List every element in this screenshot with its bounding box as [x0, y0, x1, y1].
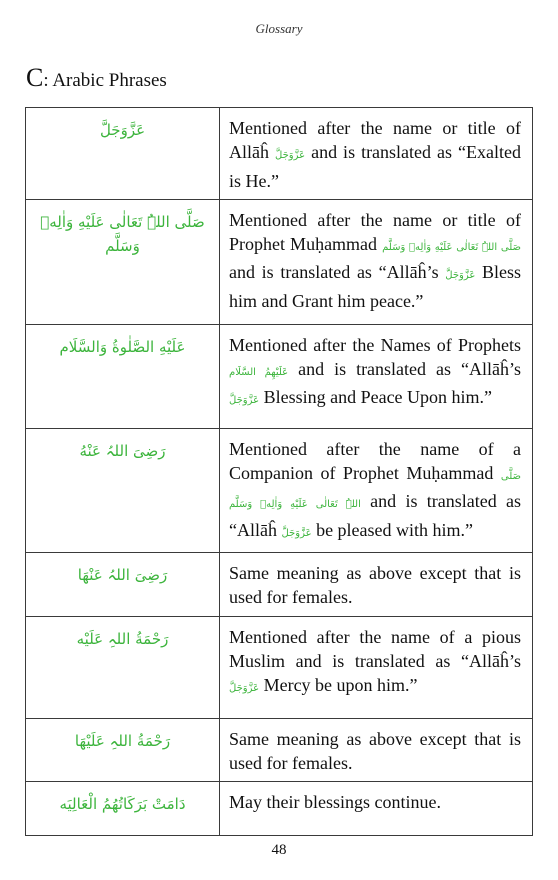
arabic-phrase: رَحْمَةُ اللہِ عَلَیْهَا — [26, 718, 220, 782]
meaning-text: Same meaning as above except that is used for females. — [229, 563, 521, 608]
inline-arabic-honorific: صَلَّی اللہُ تَعَالٰی عَلَیْهِ وَاٰلِهٖ وَسَلَّم — [229, 471, 521, 511]
meaning-text: and is translated as “Allāĥ’s — [288, 359, 521, 380]
arabic-phrase: عَلَیْهِ الصَّلٰوةُ وَالسَّلَام — [26, 324, 220, 428]
meaning-text: and is translated as “Allāĥ — [229, 491, 521, 540]
arabic-phrase: عَزَّوَجَلَّ — [26, 108, 220, 200]
arabic-phrase: رَضِیَ اللہُ عَنْهَا — [26, 553, 220, 617]
phrase-meaning — [220, 553, 533, 617]
phrase-meaning — [220, 108, 533, 200]
glossary-row — [26, 718, 533, 782]
inline-arabic-honorific: عَزَّوَجَلَّ — [445, 270, 476, 282]
phrase-meaning — [220, 428, 533, 552]
inline-arabic-honorific: عَزَّوَجَلَّ — [275, 150, 306, 162]
phrase-meaning — [220, 616, 533, 718]
inline-arabic-honorific: عَزَّوَجَلَّ — [229, 683, 260, 695]
meaning-text: Mentioned after the name of a pious Muslim and is translated as “Allāĥ’s — [229, 626, 521, 671]
meaning-text: and is translated as “Exalted is He.” — [229, 142, 521, 191]
page-number: 48 — [271, 842, 287, 858]
meaning-text: Mentioned after the Names of Prophets — [229, 334, 521, 355]
section-title — [26, 63, 167, 93]
inline-arabic-honorific: عَزَّوَجَلَّ — [229, 395, 260, 407]
meaning-text: Mercy be upon him.” — [259, 675, 418, 696]
arabic-phrase: رَضِیَ اللہُ عَنْهُ — [26, 428, 220, 552]
glossary-row — [26, 324, 533, 428]
meaning-text: Mentioned after the name or title of Allāĥ — [229, 118, 521, 163]
meaning-text: May their blessings continue. — [229, 792, 441, 813]
meaning-text: be pleased with him.” — [311, 519, 474, 540]
glossary-row — [26, 553, 533, 617]
meaning-text: Mentioned after the name or title of Prophet Muḥammad — [229, 209, 521, 255]
inline-arabic-honorific: عَلَیْهِمُ السَّلَام — [229, 367, 289, 379]
section-title-text: : Arabic Phrases — [43, 70, 167, 91]
phrase-meaning — [220, 782, 533, 836]
glossary-table — [25, 107, 533, 836]
meaning-text: Bless him and Grant him peace.” — [229, 262, 521, 311]
glossary-row — [26, 199, 533, 324]
arabic-phrase: رَحْمَةُ اللہِ عَلَیْه — [26, 616, 220, 718]
phrase-meaning — [220, 199, 533, 324]
phrase-meaning — [220, 718, 533, 782]
running-header: Glossary — [255, 21, 303, 36]
arabic-phrase: صَلَّی اللہُ تَعَالٰی عَلَیْهِ وَاٰلِهٖ وَسَلَّم — [26, 199, 220, 324]
glossary-row — [26, 616, 533, 718]
meaning-text: and is translated as “Allāĥ’s — [229, 262, 446, 283]
meaning-text: Same meaning as above except that is used for females. — [229, 728, 521, 773]
glossary-row — [26, 782, 533, 836]
inline-arabic-honorific: عَزَّوَجَلَّ — [281, 527, 312, 539]
meaning-text: Mentioned after the name of a Companion of Prophet Muḥammad — [229, 438, 521, 484]
phrase-meaning — [220, 324, 533, 428]
glossary-row — [26, 428, 533, 552]
glossary-row — [26, 108, 533, 200]
arabic-phrase: دَامَتْ بَرَکَاتُهُمُ الْعَالِیَه — [26, 782, 220, 836]
meaning-text: Blessing and Peace Upon him.” — [259, 387, 493, 408]
section-letter: C — [26, 63, 44, 92]
inline-arabic-honorific: صَلَّی اللہُ تَعَالٰی عَلَیْهِ وَاٰلِهٖ وَسَلَّم — [382, 242, 521, 254]
